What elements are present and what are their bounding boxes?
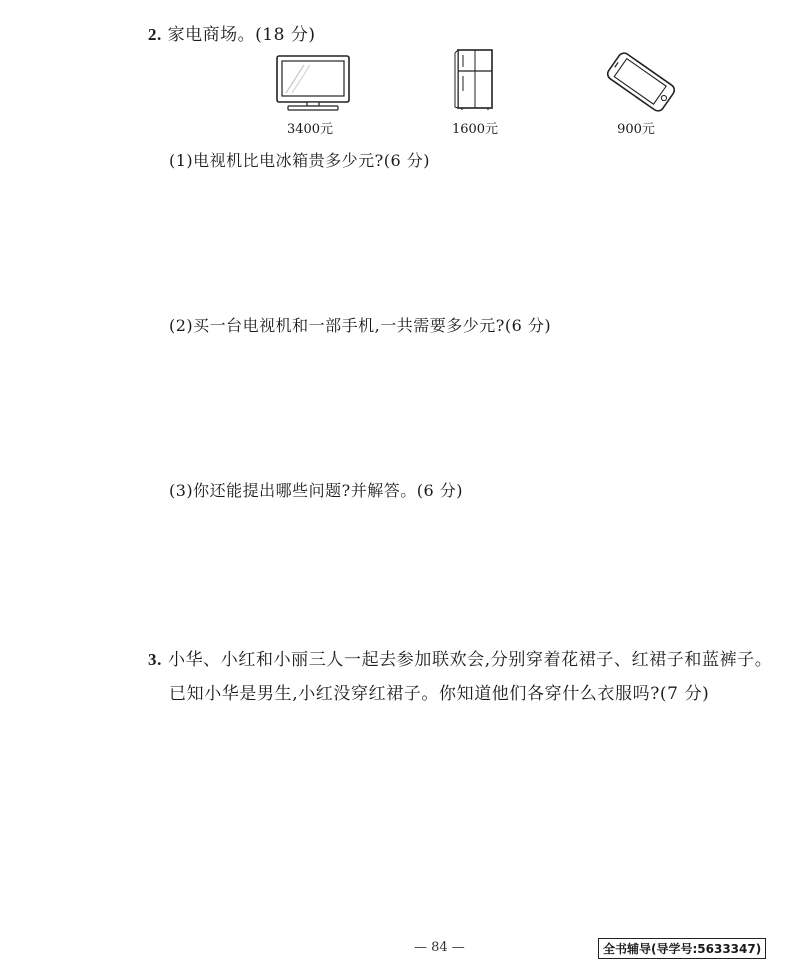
subquestion-3: (3)你还能提出哪些问题?并解答。(6 分) [169, 481, 463, 500]
phone-icon [602, 55, 680, 109]
fridge-icon [454, 49, 496, 111]
book-guide-badge: 全书辅导(导学号:5633347) [598, 938, 766, 959]
phone-price: 900元 [617, 122, 655, 137]
tv-price: 3400元 [286, 122, 334, 137]
page-number: — 84 — [414, 940, 465, 955]
fridge-price: 1600元 [451, 122, 499, 137]
question-number: 2. [148, 25, 162, 44]
subquestion-2: (2)买一台电视机和一部手机,一共需要多少元?(6 分) [169, 316, 552, 335]
question-number: 3. [148, 650, 162, 669]
question-text: 小华、小红和小丽三人一起去参加联欢会,分别穿着花裙子、红裙子和蓝裤子。 [167, 650, 773, 670]
question-2-title [148, 20, 315, 45]
subquestion-1: (1)电视机比电冰箱贵多少元?(6 分) [169, 151, 430, 170]
question-3-line-1 [148, 645, 772, 670]
question-text: 家电商场。(18 分) [167, 25, 316, 45]
question-3-line-2: 已知小华是男生,小红没穿红裙子。你知道他们各穿什么衣服吗?(7 分) [169, 684, 710, 704]
tv-icon [276, 55, 350, 111]
